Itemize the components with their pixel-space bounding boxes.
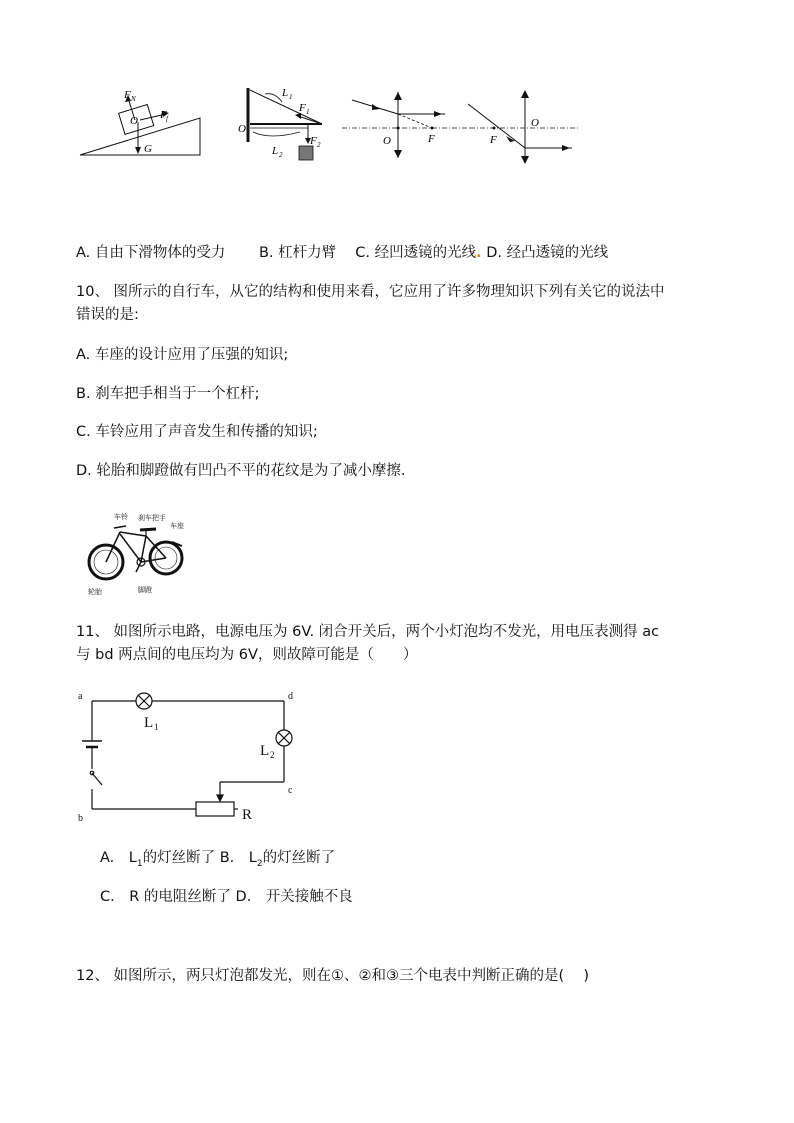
bicycle-figure (86, 510, 196, 598)
bicycle-drawing (89, 526, 182, 579)
label-o-c: O (383, 135, 391, 147)
q11-opt-a-sub: 1 (136, 858, 143, 869)
node-b: b (78, 813, 83, 824)
label-l1-sub: 1 (289, 93, 293, 101)
label-o-a: O (130, 115, 138, 127)
q10-option-b: B. 刹车把手相当于一个杠杆; (76, 386, 260, 402)
node-c: c (288, 785, 293, 796)
label-f1-sub: 1 (306, 108, 310, 116)
bike-label-bell: 车铃 (114, 513, 128, 521)
q10-option-a: A. 车座的设计应用了压强的知识; (76, 347, 289, 363)
label-f-c: F (428, 133, 435, 145)
q11-opt-b-post: 的灯丝断了 (262, 850, 336, 866)
bike-label-seat: 车座 (170, 522, 184, 530)
label-l2: L (272, 145, 279, 157)
q11-circuit (70, 685, 310, 825)
q9-options (76, 243, 608, 263)
bike-label-brake: 刹车把手 (138, 514, 166, 522)
node-a: a (78, 691, 83, 702)
label-circuit-l1: L (144, 715, 154, 731)
label-circuit-r: R (242, 807, 253, 823)
q11-opt-b-sub: 2 (256, 858, 263, 869)
label-ff-sub: f (166, 115, 168, 123)
q10-option-d: D. 轮胎和脚蹬做有凹凸不平的花纹是为了减小摩擦. (76, 463, 406, 479)
q11-options-cd: C. R 的电阻丝断了 D. 开关接触不良 (100, 889, 353, 905)
label-o-d: O (531, 117, 539, 129)
label-o-b: O (238, 123, 246, 135)
q11-opt-a-post: 的灯丝断了 B. L (142, 850, 257, 866)
label-circuit-l2-sub: 2 (270, 750, 275, 760)
figure-d-convex-lens (468, 90, 580, 164)
label-f-d: F (490, 134, 497, 146)
q9-figures (70, 80, 590, 180)
q12-stem: 12、 如图所示，两只灯泡都发光，则在①、②和③三个电表中判断正确的是( ) (76, 968, 589, 984)
q11-opt-a-pre: A. L (100, 850, 137, 866)
label-f2: F (310, 135, 317, 147)
q10-stem-line2: 错误的是: (76, 307, 139, 323)
label-l2-sub: 2 (279, 151, 283, 159)
q11-options-ab (100, 848, 335, 874)
q9-options-text2: D. 经凸透镜的光线 (481, 245, 609, 261)
q10-stem-line1: 10、 图所示的自行车，从它的结构和使用来看，它应用了许多物理知识下列有关它的说法中 (76, 284, 665, 300)
q9-options-text: A. 自由下滑物体的受力 B. 杠杆力臂 C. 经凹透镜的光线 (76, 245, 477, 261)
label-f2-sub: 2 (317, 141, 321, 149)
q11-stem-line2: 与 bd 两点间的电压均为 6V，则故障可能是（ ） (76, 647, 418, 663)
label-ff: F (160, 109, 167, 121)
label-fn: F (124, 89, 131, 101)
bike-label-pedal: 脚蹬 (138, 586, 152, 594)
label-fn-sub: N (131, 95, 136, 103)
label-circuit-l2: L (260, 743, 270, 759)
node-d: d (288, 691, 293, 702)
label-f1: F (299, 102, 306, 114)
label-g: G (144, 143, 152, 155)
q11-stem-line1: 11、 如图所示电路，电源电压为 6V. 闭合开关后，两个小灯泡均不发光，用电压表测得 ac (76, 624, 660, 640)
q10-option-c: C. 车铃应用了声音发生和传播的知识; (76, 424, 318, 440)
figure-b-lever (238, 87, 322, 160)
label-circuit-l1-sub: 1 (154, 722, 159, 732)
label-l1: L (282, 87, 289, 99)
figure-c-concave-lens (342, 92, 470, 158)
bike-label-tire: 轮胎 (88, 588, 102, 596)
q9-options-mark: . (476, 245, 482, 261)
figure-a-incline (80, 89, 200, 155)
